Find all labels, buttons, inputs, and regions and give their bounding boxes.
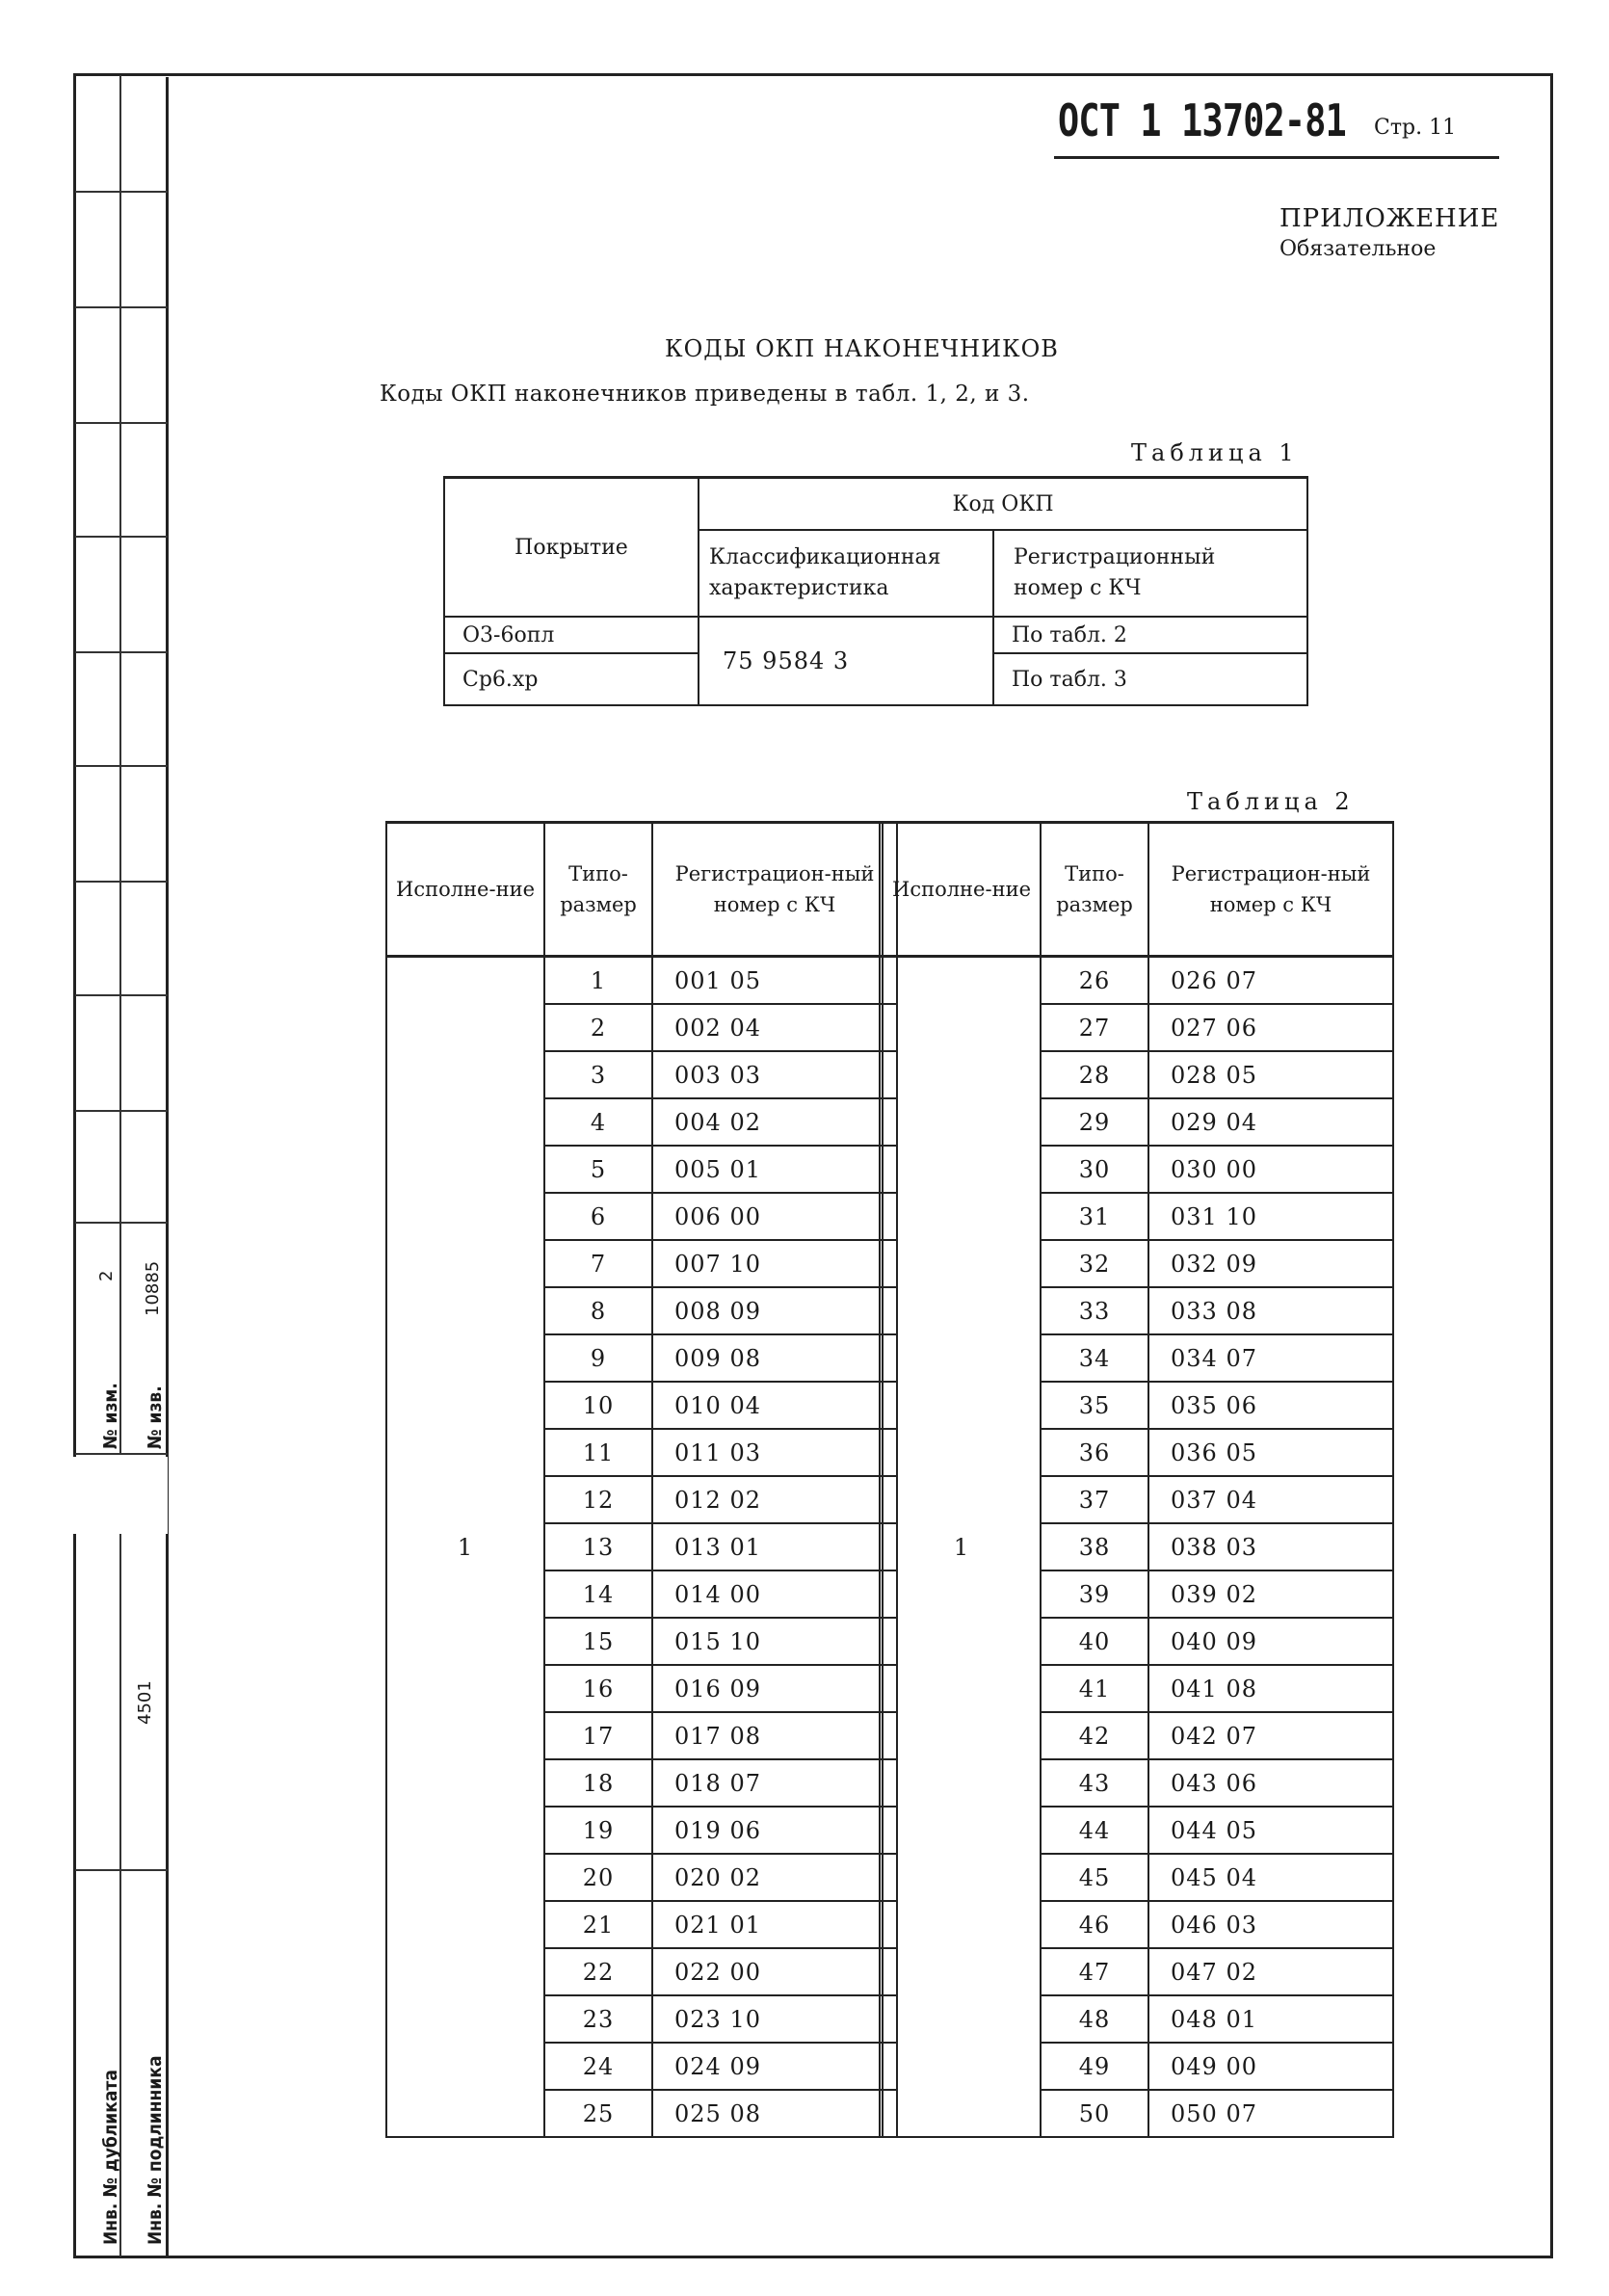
table2-reg-cell: 005 01 (652, 1146, 897, 1193)
table1-row-reg: По табл. 3 (993, 653, 1307, 705)
table2-reg-cell: 028 05 (1148, 1051, 1393, 1098)
table2-size-cell: 47 (1041, 1948, 1148, 1995)
table2-reg-cell: 010 04 (652, 1382, 897, 1429)
table2-reg-cell: 025 08 (652, 2090, 897, 2137)
table2-size-cell: 10 (544, 1382, 652, 1429)
table2-size-cell: 17 (544, 1712, 652, 1759)
table2-size-cell: 12 (544, 1476, 652, 1523)
table2-size-cell: 48 (1041, 1995, 1148, 2043)
notice-number-label: № изв. (145, 1386, 166, 1449)
table2-size-cell: 33 (1041, 1287, 1148, 1334)
table1-row-reg: По табл. 2 (993, 617, 1307, 653)
table2-reg-cell: 011 03 (652, 1429, 897, 1476)
table2-size-cell: 31 (1041, 1193, 1148, 1240)
table2-size-cell: 2 (544, 1004, 652, 1051)
table2-caption: Таблица 2 (1187, 788, 1355, 815)
table2-size-cell: 11 (544, 1429, 652, 1476)
table1 (443, 476, 1308, 706)
change-number-value: 2 (96, 1270, 117, 1281)
table2-reg-cell: 016 09 (652, 1665, 897, 1712)
table2-size-cell: 38 (1041, 1523, 1148, 1570)
table1-class-value: 75 9584 3 (723, 647, 850, 674)
table2-reg-cell: 041 08 (1148, 1665, 1393, 1712)
change-number-label: № изм. (100, 1383, 121, 1449)
table2-reg-cell: 031 10 (1148, 1193, 1393, 1240)
table2-reg-cell: 021 01 (652, 1901, 897, 1948)
table2-size-cell: 37 (1041, 1476, 1148, 1523)
table2-size-cell: 46 (1041, 1901, 1148, 1948)
table2-size-cell: 4 (544, 1098, 652, 1146)
table2-reg-cell: 048 01 (1148, 1995, 1393, 2043)
table2-reg-cell: 014 00 (652, 1570, 897, 1618)
table2-size-cell: 23 (544, 1995, 652, 2043)
table2-size-cell: 43 (1041, 1759, 1148, 1807)
table2-reg-cell: 040 09 (1148, 1618, 1393, 1665)
table2-reg-cell: 002 04 (652, 1004, 897, 1051)
table2-reg-cell: 049 00 (1148, 2043, 1393, 2090)
table-row (882, 957, 1394, 1005)
table1-row-coating: Ср6.хр (444, 653, 699, 705)
table2-size-cell: 39 (1041, 1570, 1148, 1618)
table2-reg-cell: 020 02 (652, 1854, 897, 1901)
table2-exec-cell: 1 (386, 957, 544, 2138)
table2-header-size: Типо-размер (544, 823, 652, 957)
table2-exec-cell: 1 (882, 957, 1042, 2138)
table2-reg-cell: 009 08 (652, 1334, 897, 1382)
table2-size-cell: 24 (544, 2043, 652, 2090)
table1-header-reg: Регистрационный номер с КЧ (993, 530, 1307, 617)
table2-size-cell: 1 (544, 957, 652, 1005)
table2-size-cell: 45 (1041, 1854, 1148, 1901)
table2-reg-cell: 047 02 (1148, 1948, 1393, 1995)
table2-reg-cell: 018 07 (652, 1759, 897, 1807)
table2-size-cell: 32 (1041, 1240, 1148, 1287)
table2-reg-cell: 038 03 (1148, 1523, 1393, 1570)
table2-size-cell: 26 (1041, 957, 1148, 1005)
table2-reg-cell: 019 06 (652, 1807, 897, 1854)
table2-reg-cell: 042 07 (1148, 1712, 1393, 1759)
table2-size-cell: 14 (544, 1570, 652, 1618)
table2-size-cell: 34 (1041, 1334, 1148, 1382)
annex-subtitle: Обязательное (1279, 237, 1437, 261)
table2-size-cell: 42 (1041, 1712, 1148, 1759)
table2-size-cell: 13 (544, 1523, 652, 1570)
frame-inner-line (166, 77, 169, 2256)
table2-reg-cell: 033 08 (1148, 1287, 1393, 1334)
table2-reg-cell: 015 10 (652, 1618, 897, 1665)
table2-reg-cell: 039 02 (1148, 1570, 1393, 1618)
table2-size-cell: 29 (1041, 1098, 1148, 1146)
table2-size-cell: 22 (544, 1948, 652, 1995)
table2-size-cell: 18 (544, 1759, 652, 1807)
table2-size-cell: 27 (1041, 1004, 1148, 1051)
table2-size-cell: 35 (1041, 1382, 1148, 1429)
notice-number-value: 10885 (143, 1260, 163, 1316)
table2-size-cell: 40 (1041, 1618, 1148, 1665)
table2-reg-cell: 008 09 (652, 1287, 897, 1334)
table2-reg-cell: 035 06 (1148, 1382, 1393, 1429)
table2-reg-cell: 023 10 (652, 1995, 897, 2043)
table2-size-cell: 20 (544, 1854, 652, 1901)
table2-reg-cell: 044 05 (1148, 1807, 1393, 1854)
table2-size-cell: 28 (1041, 1051, 1148, 1098)
table2-reg-cell: 006 00 (652, 1193, 897, 1240)
table2-reg-cell: 032 09 (1148, 1240, 1393, 1287)
table2-reg-cell: 024 09 (652, 2043, 897, 2090)
table1-row-coating: О3-6опл (444, 617, 699, 653)
table2-reg-cell: 046 03 (1148, 1901, 1393, 1948)
table2-size-cell: 36 (1041, 1429, 1148, 1476)
table2-size-cell: 21 (544, 1901, 652, 1948)
table2-reg-cell: 030 00 (1148, 1146, 1393, 1193)
table2-size-cell: 41 (1041, 1665, 1148, 1712)
page-title: КОДЫ ОКП НАКОНЕЧНИКОВ (665, 335, 1059, 362)
table2-reg-cell: 003 03 (652, 1051, 897, 1098)
header-rule (1054, 156, 1499, 159)
table2-header-reg: Регистрацион-ный номер с КЧ (1148, 823, 1393, 957)
table2-size-cell: 5 (544, 1146, 652, 1193)
table2-reg-cell: 043 06 (1148, 1759, 1393, 1807)
table1-header-okp: Код ОКП (699, 478, 1307, 531)
table1-caption: Таблица 1 (1131, 439, 1299, 466)
table2-header-size: Типо-размер (1041, 823, 1148, 957)
table1-header-coating: Покрытие (444, 478, 699, 618)
table2-size-cell: 19 (544, 1807, 652, 1854)
table2-size-cell: 8 (544, 1287, 652, 1334)
table1-header-class: Классификационная характеристика (699, 530, 993, 617)
table2-reg-cell: 001 05 (652, 957, 897, 1005)
table2-size-cell: 30 (1041, 1146, 1148, 1193)
intro-text: Коды ОКП наконечников приведены в табл. 1, 2, и 3. (380, 382, 1030, 407)
table2-left (385, 821, 898, 2138)
annex-title: ПРИЛОЖЕНИЕ (1279, 204, 1500, 233)
page-number: Стр. 11 (1374, 116, 1457, 140)
table2-header-exec: Исполне-ние (386, 823, 544, 957)
original-inventory-label: Инв. № подлинника (145, 2055, 166, 2245)
table2-right (879, 821, 1394, 2138)
table2-size-cell: 15 (544, 1618, 652, 1665)
table2-header-reg: Регистрацион-ный номер с КЧ (652, 823, 897, 957)
document-code: ОСТ 1 13702-81 (1058, 94, 1346, 146)
table2-reg-cell: 029 04 (1148, 1098, 1393, 1146)
table2-reg-cell: 012 02 (652, 1476, 897, 1523)
table2-reg-cell: 037 04 (1148, 1476, 1393, 1523)
table2-size-cell: 25 (544, 2090, 652, 2137)
table2-size-cell: 9 (544, 1334, 652, 1382)
table2-reg-cell: 050 07 (1148, 2090, 1393, 2137)
table2-size-cell: 7 (544, 1240, 652, 1287)
duplicate-inventory-label: Инв. № дубликата (100, 2070, 121, 2245)
table2-reg-cell: 004 02 (652, 1098, 897, 1146)
table2-header-exec: Исполне-ние (882, 823, 1042, 957)
table2-reg-cell: 007 10 (652, 1240, 897, 1287)
table2-size-cell: 3 (544, 1051, 652, 1098)
table2-reg-cell: 026 07 (1148, 957, 1393, 1005)
table2-size-cell: 50 (1041, 2090, 1148, 2137)
table2-size-cell: 49 (1041, 2043, 1148, 2090)
original-inventory-value: 4501 (135, 1680, 155, 1725)
table2-size-cell: 44 (1041, 1807, 1148, 1854)
table2-reg-cell: 013 01 (652, 1523, 897, 1570)
table2-reg-cell: 022 00 (652, 1948, 897, 1995)
table2-reg-cell: 017 08 (652, 1712, 897, 1759)
table-row (386, 957, 897, 1005)
table2-reg-cell: 036 05 (1148, 1429, 1393, 1476)
table2-reg-cell: 027 06 (1148, 1004, 1393, 1051)
table2-reg-cell: 045 04 (1148, 1854, 1393, 1901)
table2-reg-cell: 034 07 (1148, 1334, 1393, 1382)
table2-size-cell: 16 (544, 1665, 652, 1712)
table2-size-cell: 6 (544, 1193, 652, 1240)
